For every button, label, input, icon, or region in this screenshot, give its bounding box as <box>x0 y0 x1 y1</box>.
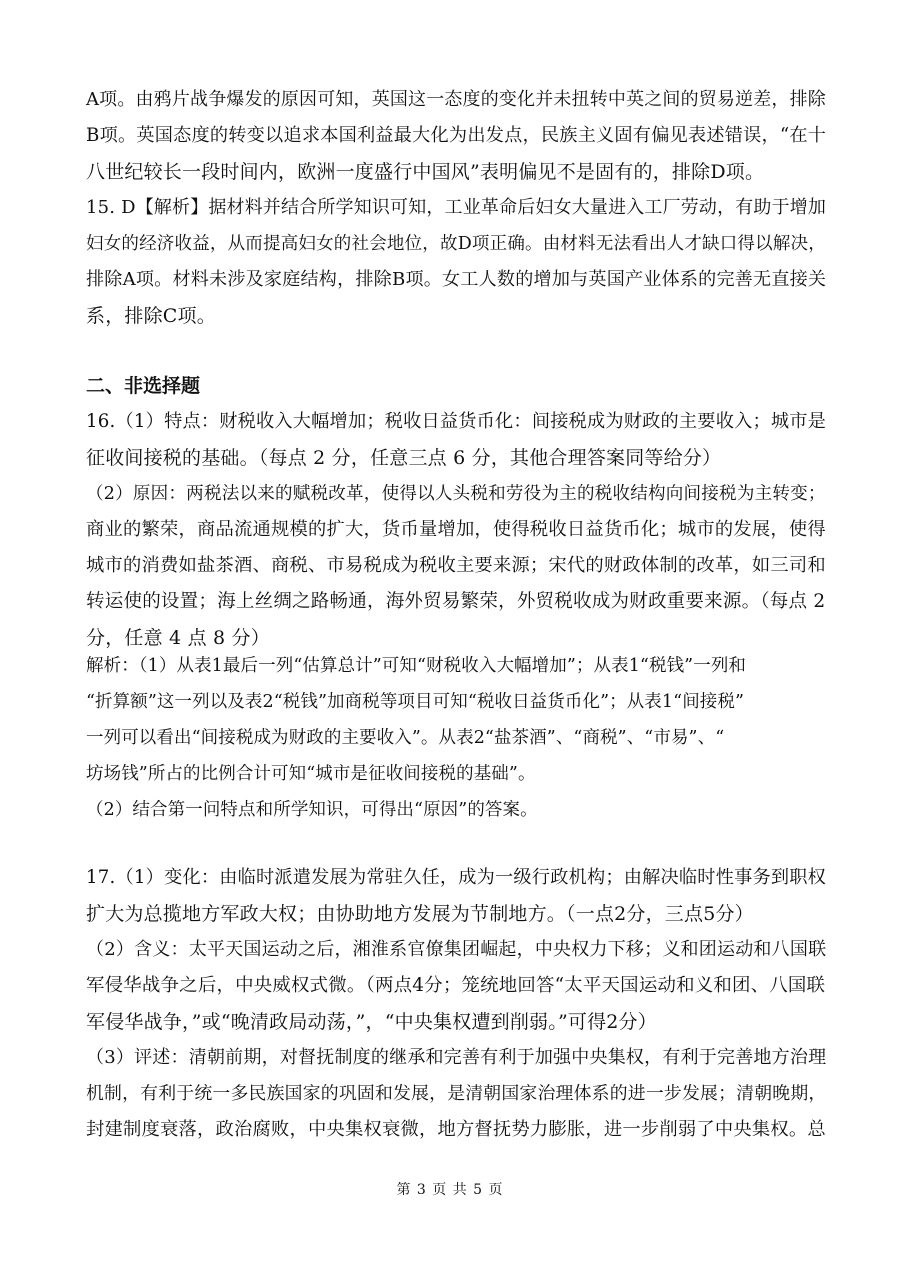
text-line: 转运使的设置；海上丝绸之路畅通，海外贸易繁荣，外贸税收成为财政重要来源。（每点 2 <box>86 591 826 612</box>
q17-answer <box>86 860 826 1148</box>
q15-answer <box>86 190 826 334</box>
text-line: （2）原因：两税法以来的赋税改革，使得以人头税和劳役为主的税收结构向间接税为主转变； <box>86 484 826 504</box>
section-title: 二、非选择题 <box>86 375 201 397</box>
text-line: 军侵华战争之后，中央威权式微。（两点4分；笼统地回答“太平天国运动和义和团、八国联 <box>86 975 826 996</box>
text-line: A项。由鸦片战争爆发的原因可知，英国这一态度的变化并未扭转中英之间的贸易逆差，排除 <box>86 89 826 110</box>
section-heading <box>86 368 826 404</box>
text-line: 15. D【解析】据材料并结合所学知识可知，工业革命后妇女大量进入工厂劳动，有助于增加 <box>86 197 827 218</box>
text-line: 分，任意 4 点 8 分） <box>86 627 270 649</box>
text-line: 一列可以看出“间接税成为财政的主要收入”。从表2“盐茶酒”、“商税”、“市易”、“ <box>86 728 725 748</box>
text-line: B项。英国态度的转变以追求本国利益最大化为出发点，民族主义固有偏见表述错误，“在十 <box>86 125 827 146</box>
text-line: 坊场钱”所占的比例合计可知“城市是征收间接税的基础”。 <box>86 764 536 784</box>
text-line: （2）结合第一问特点和所学知识，可得出“原因”的答案。 <box>86 800 538 820</box>
text-line: 城市的消费如盐茶酒、商税、市易税成为税收主要来源；宋代的财政体制的改革，如三司和 <box>86 555 826 576</box>
text-line: 17.（1）变化：由临时派遣发展为常驻久任，成为一级行政机构；由解决临时性事务到职权 <box>86 867 827 888</box>
text-line: “折算额”这一列以及表2“税钱”加商税等项目可知“税收日益货币化”；从表1“间接税” <box>86 692 745 712</box>
text-line: 妇女的经济收益，从而提高妇女的社会地位，故D项正确。由材料无法看出人才缺口得以解决， <box>86 234 826 254</box>
q14-continuation <box>86 82 826 190</box>
text-line: 征收间接税的基础。（每点 2 分，任意三点 6 分，其他合理答案同等给分） <box>86 447 722 469</box>
text-line: （3）评述：清朝前期，对督抚制度的继承和完善有利于加强中央集权，有利于完善地方治理 <box>86 1047 827 1068</box>
text-line: 军侵华战争，”或“晚清政局动荡，”，“中央集权遭到削弱。”可得2分） <box>86 1011 657 1033</box>
text-line: 商业的繁荣，商品流通规模的扩大，货币量增加，使得税收日益货币化；城市的发展，使得 <box>86 519 826 540</box>
text-line: 系，排除C项。 <box>86 305 216 327</box>
text-line: 扩大为总揽地方军政大权；由协助地方发展为节制地方。（一点2分，三点5分） <box>86 903 754 925</box>
q16-answer <box>86 404 826 656</box>
text-line: 八世纪较长一段时间内，欧洲一度盛行中国风”表明偏见不是固有的，排除D项。 <box>86 161 765 183</box>
text-line: 排除A项。材料未涉及家庭结构，排除B项。女工人数的增加与英国产业体系的完善无直接关 <box>86 269 827 290</box>
text-line: 封建制度衰落，政治腐败，中央集权衰微，地方督抚势力膨胀，进一步削弱了中央集权。总 <box>86 1119 826 1140</box>
page-number: 第 3 页 共 5 页 <box>396 1182 504 1198</box>
text-line: 机制，有利于统一多民族国家的巩固和发展，是清朝国家治理体系的进一步发展；清朝晚期， <box>86 1083 827 1104</box>
q16-analysis <box>86 648 826 828</box>
text-line: 解析：（1）从表1最后一列“估算总计”可知“财税收入大幅增加”；从表1“税钱”一列和 <box>86 656 747 676</box>
text-line: 16.（1）特点：财税收入大幅增加；税收日益货币化：间接税成为财政的主要收入；城市是 <box>86 411 827 432</box>
text-line: （2）含义：太平天国运动之后，湘淮系官僚集团崛起，中央权力下移；义和团运动和八国联 <box>86 939 827 960</box>
